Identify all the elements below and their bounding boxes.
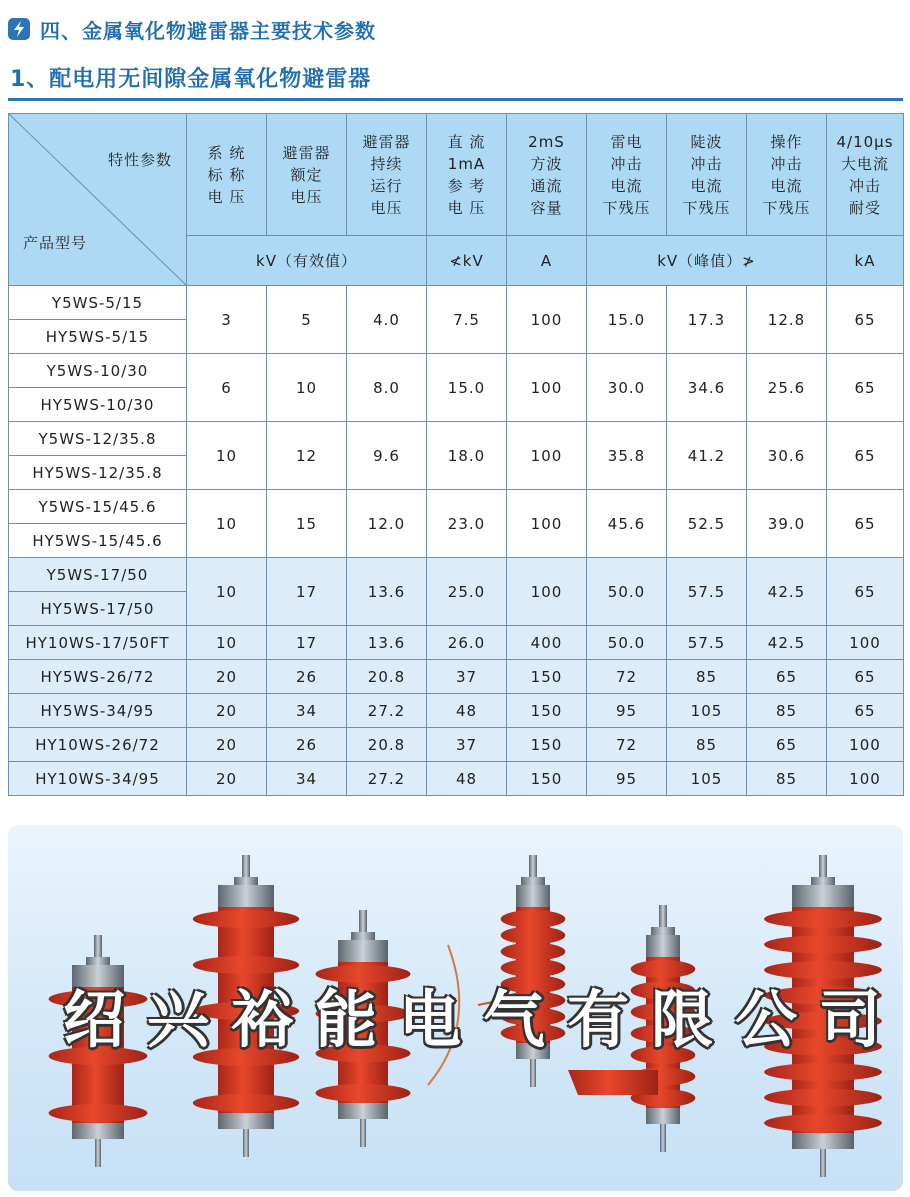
- model-cell: HY5WS-15/45.6: [9, 524, 187, 558]
- value-cell: 95: [587, 694, 667, 728]
- header-line: 电压: [290, 187, 323, 206]
- value-cell: 30.6: [747, 422, 827, 490]
- value-cell: 26.0: [427, 626, 507, 660]
- value-cell: 12.8: [747, 286, 827, 354]
- header-line: 电流: [770, 176, 803, 195]
- value-cell: 20: [187, 762, 267, 796]
- header-line: 冲击: [848, 176, 881, 195]
- header-line: 方波: [530, 154, 563, 173]
- model-cell: HY5WS-12/35.8: [9, 456, 187, 490]
- value-cell: 105: [667, 694, 747, 728]
- arrester-3-cap: [338, 940, 388, 962]
- header-line: 冲击: [770, 154, 803, 173]
- value-cell: 48: [427, 762, 507, 796]
- value-cell: 20: [187, 694, 267, 728]
- value-cell: 65: [747, 660, 827, 694]
- company-watermark: 绍兴裕能电气有限公司: [63, 983, 903, 1056]
- value-cell: 65: [827, 558, 904, 626]
- value-cell: 10: [267, 354, 347, 422]
- value-cell: 95: [587, 762, 667, 796]
- arrester-4-shed: [501, 910, 566, 928]
- value-cell: 5: [267, 286, 347, 354]
- header-line: 耐受: [848, 198, 881, 217]
- value-cell: 13.6: [347, 558, 427, 626]
- value-cell: 12: [267, 422, 347, 490]
- value-cell: 25.6: [747, 354, 827, 422]
- arrester-2-base: [218, 1113, 274, 1129]
- model-cell: HY5WS-10/30: [9, 388, 187, 422]
- arrester-6-shed: [764, 1089, 882, 1107]
- value-cell: 20: [187, 660, 267, 694]
- header-cell: [267, 114, 347, 236]
- value-cell: 100: [827, 762, 904, 796]
- header-line: 通流: [530, 176, 563, 195]
- value-cell: 42.5: [747, 558, 827, 626]
- value-cell: 3: [187, 286, 267, 354]
- value-cell: 17.3: [667, 286, 747, 354]
- value-cell: 100: [827, 728, 904, 762]
- value-cell: 100: [827, 626, 904, 660]
- arrester-6-shed: [764, 910, 882, 928]
- unit-kv-peak: kV（峰值）≯: [587, 236, 827, 286]
- header-line: 容量: [530, 198, 563, 217]
- arrester-2-bottom-stud: [243, 1129, 249, 1157]
- header-line: 额定: [290, 165, 323, 184]
- value-cell: 105: [667, 762, 747, 796]
- title-divider: [8, 98, 903, 101]
- corner-diagonal: [9, 114, 186, 285]
- header-cell: [427, 114, 507, 236]
- lightning-icon: [8, 18, 30, 40]
- value-cell: 100: [507, 286, 587, 354]
- arrester-4-shed: [501, 943, 566, 961]
- model-cell: Y5WS-10/30: [9, 354, 187, 388]
- value-cell: 100: [507, 490, 587, 558]
- model-cell: Y5WS-17/50: [9, 558, 187, 592]
- value-cell: 12.0: [347, 490, 427, 558]
- arrester-5-cap: [646, 935, 680, 957]
- value-cell: 150: [507, 762, 587, 796]
- table-row: [9, 728, 904, 762]
- header-cell: [827, 114, 904, 236]
- model-cell: HY10WS-34/95: [9, 762, 187, 796]
- value-cell: 34: [267, 762, 347, 796]
- header-line: 冲击: [610, 154, 643, 173]
- value-cell: 50.0: [587, 558, 667, 626]
- header-line: 4/10μs: [836, 132, 894, 151]
- model-cell: HY5WS-34/95: [9, 694, 187, 728]
- arrester-3-base: [338, 1103, 388, 1119]
- value-cell: 35.8: [587, 422, 667, 490]
- value-cell: 45.6: [587, 490, 667, 558]
- arrester-6-shed: [764, 936, 882, 954]
- value-cell: 150: [507, 694, 587, 728]
- section-header: [8, 14, 376, 44]
- value-cell: 25.0: [427, 558, 507, 626]
- header-line: 电压: [370, 198, 403, 217]
- model-cell: Y5WS-15/45.6: [9, 490, 187, 524]
- arrester-6-cap: [792, 885, 854, 907]
- value-cell: 10: [187, 490, 267, 558]
- value-cell: 57.5: [667, 558, 747, 626]
- value-cell: 27.2: [347, 694, 427, 728]
- value-cell: 20.8: [347, 728, 427, 762]
- header-line: 电 压: [207, 187, 246, 206]
- subsection-title: 1、配电用无间隙金属氧化物避雷器: [10, 67, 372, 92]
- header-line: 雷电: [610, 132, 643, 151]
- table-row: [9, 694, 904, 728]
- unit-kv-rms: kV（有效值）: [187, 236, 427, 286]
- table-corner-cell: [9, 114, 187, 286]
- header-line: 系 统: [207, 143, 246, 162]
- arrester-4-cap: [516, 885, 550, 907]
- value-cell: 52.5: [667, 490, 747, 558]
- table-row: [9, 626, 904, 660]
- header-cell: [747, 114, 827, 236]
- corner-label-bottom: 产品型号: [23, 234, 88, 252]
- arrester-1-base: [72, 1123, 124, 1139]
- value-cell: 7.5: [427, 286, 507, 354]
- arrester-3-bottom-stud: [360, 1119, 366, 1147]
- value-cell: 41.2: [667, 422, 747, 490]
- header-line: 操作: [770, 132, 803, 151]
- header-cell: [587, 114, 667, 236]
- value-cell: 23.0: [427, 490, 507, 558]
- value-cell: 17: [267, 626, 347, 660]
- arrester-4-bottom-stud: [530, 1059, 536, 1087]
- value-cell: 20.8: [347, 660, 427, 694]
- value-cell: 17: [267, 558, 347, 626]
- value-cell: 65: [827, 490, 904, 558]
- value-cell: 37: [427, 660, 507, 694]
- model-cell: HY10WS-17/50FT: [9, 626, 187, 660]
- spec-table: [8, 113, 904, 796]
- header-line: 参 考: [447, 176, 486, 195]
- model-cell: HY5WS-17/50: [9, 592, 187, 626]
- value-cell: 27.2: [347, 762, 427, 796]
- mounting-bracket: [568, 1070, 658, 1095]
- value-cell: 26: [267, 660, 347, 694]
- value-cell: 85: [667, 728, 747, 762]
- arrester-5-base: [646, 1108, 680, 1124]
- value-cell: 9.6: [347, 422, 427, 490]
- header-line: 下残压: [602, 198, 651, 217]
- value-cell: 85: [747, 762, 827, 796]
- model-cell: Y5WS-12/35.8: [9, 422, 187, 456]
- value-cell: 15.0: [587, 286, 667, 354]
- header-line: 直 流: [447, 132, 486, 151]
- value-cell: 34: [267, 694, 347, 728]
- value-cell: 100: [507, 558, 587, 626]
- value-cell: 65: [827, 694, 904, 728]
- value-cell: 65: [747, 728, 827, 762]
- header-line: 陡波: [690, 132, 723, 151]
- arrester-1-shed: [49, 1104, 148, 1122]
- value-cell: 15: [267, 490, 347, 558]
- header-line: 电流: [690, 176, 723, 195]
- model-cell: HY5WS-26/72: [9, 660, 187, 694]
- arrester-6-base: [792, 1133, 854, 1149]
- value-cell: 20: [187, 728, 267, 762]
- header-cell: [507, 114, 587, 236]
- header-line: 下残压: [762, 198, 811, 217]
- value-cell: 100: [507, 422, 587, 490]
- header-line: 标 称: [207, 165, 246, 184]
- value-cell: 100: [507, 354, 587, 422]
- header-cell: [187, 114, 267, 236]
- value-cell: 150: [507, 728, 587, 762]
- value-cell: 65: [827, 286, 904, 354]
- value-cell: 8.0: [347, 354, 427, 422]
- value-cell: 85: [667, 660, 747, 694]
- value-cell: 65: [827, 354, 904, 422]
- header-line: 电流: [610, 176, 643, 195]
- arrester-4-shed: [501, 926, 566, 944]
- value-cell: 26: [267, 728, 347, 762]
- arrester-3-shed: [316, 1084, 411, 1102]
- value-cell: 10: [187, 558, 267, 626]
- header-line: 避雷器: [362, 132, 411, 151]
- value-cell: 15.0: [427, 354, 507, 422]
- value-cell: 10: [187, 626, 267, 660]
- arrester-1-bottom-stud: [95, 1139, 101, 1167]
- header-line: 避雷器: [282, 143, 331, 162]
- table-row: [9, 660, 904, 694]
- value-cell: 150: [507, 660, 587, 694]
- table-row: [9, 422, 904, 456]
- header-line: 冲击: [690, 154, 723, 173]
- header-line: 1mA: [447, 154, 486, 173]
- value-cell: 50.0: [587, 626, 667, 660]
- header-cell: [667, 114, 747, 236]
- unit-ka: kA: [827, 236, 904, 286]
- unit-kv-dc: ≮kV: [427, 236, 507, 286]
- value-cell: 72: [587, 660, 667, 694]
- table-row: [9, 558, 904, 592]
- model-cell: HY10WS-26/72: [9, 728, 187, 762]
- header-line: 运行: [370, 176, 403, 195]
- model-cell: HY5WS-5/15: [9, 320, 187, 354]
- value-cell: 18.0: [427, 422, 507, 490]
- unit-amp: A: [507, 236, 587, 286]
- arrester-5-bottom-stud: [660, 1124, 666, 1152]
- arrester-6-shed: [764, 1114, 882, 1132]
- arrester-6-bottom-stud: [820, 1149, 826, 1177]
- value-cell: 72: [587, 728, 667, 762]
- value-cell: 6: [187, 354, 267, 422]
- arrester-2-shed: [193, 910, 299, 928]
- section-title: 四、金属氧化物避雷器主要技术参数: [40, 18, 376, 43]
- header-cell: [347, 114, 427, 236]
- value-cell: 48: [427, 694, 507, 728]
- value-cell: 57.5: [667, 626, 747, 660]
- value-cell: 34.6: [667, 354, 747, 422]
- product-photo: [8, 825, 903, 1191]
- table-row: [9, 286, 904, 320]
- corner-label-top: 特性参数: [107, 151, 172, 169]
- value-cell: 10: [187, 422, 267, 490]
- table-row: [9, 354, 904, 388]
- header-line: 2mS: [528, 132, 565, 151]
- header-line: 电 压: [447, 198, 486, 217]
- value-cell: 85: [747, 694, 827, 728]
- value-cell: 42.5: [747, 626, 827, 660]
- value-cell: 13.6: [347, 626, 427, 660]
- arrester-6-shed: [764, 1063, 882, 1081]
- value-cell: 37: [427, 728, 507, 762]
- value-cell: 30.0: [587, 354, 667, 422]
- header-line: 持续: [370, 154, 403, 173]
- header-line: 大电流: [840, 154, 889, 173]
- value-cell: 65: [827, 660, 904, 694]
- arrester-2-shed: [193, 1094, 299, 1112]
- value-cell: 4.0: [347, 286, 427, 354]
- table-row: [9, 762, 904, 796]
- table-row: [9, 490, 904, 524]
- value-cell: 400: [507, 626, 587, 660]
- value-cell: 39.0: [747, 490, 827, 558]
- header-line: 下残压: [682, 198, 731, 217]
- model-cell: Y5WS-5/15: [9, 286, 187, 320]
- value-cell: 65: [827, 422, 904, 490]
- arrester-2-cap: [218, 885, 274, 907]
